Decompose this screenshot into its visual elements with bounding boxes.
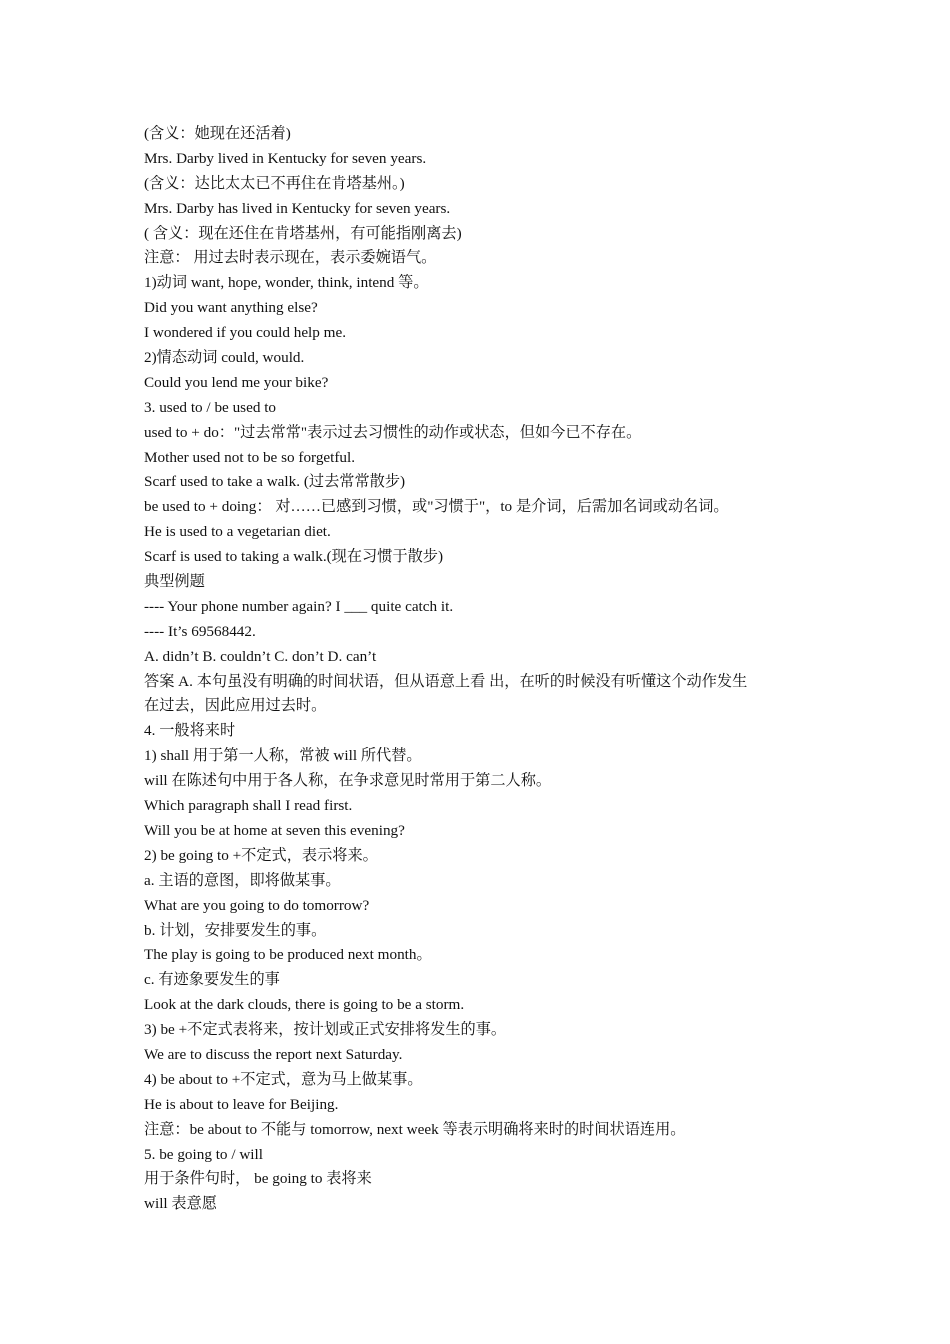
text-line: a. 主语的意图，即将做某事。 (144, 871, 341, 889)
text-line: Did you want anything else? (144, 299, 318, 317)
section-heading: 典型例题 (144, 573, 205, 591)
text-line: will 表意愿 (144, 1195, 217, 1213)
answer-options: A. didn’t B. couldn’t C. don’t D. can’t (144, 647, 377, 665)
text-line: 注意： 用过去时表示现在，表示委婉语气。 (144, 249, 437, 267)
answer-explanation: 答案 A. 本句虽没有明确的时间状语，但从语意上看 出，在听的时候没有听懂这个动作发生 (144, 672, 748, 690)
text-line: 4) be about to +不定式，意为马上做某事。 (144, 1070, 423, 1088)
text-line: Scarf is used to taking a walk.(现在习惯于散步) (144, 548, 444, 566)
text-line: He is about to leave for Beijing. (144, 1095, 339, 1113)
text-line: 2) be going to +不定式，表示将来。 (144, 846, 378, 864)
text-line: be used to + doing： 对……已感到习惯，或"习惯于"，to 是介词，后需加名词或动名词。 (144, 498, 729, 516)
text-line: 3) be +不定式表将来，按计划或正式安排将发生的事。 (144, 1021, 507, 1039)
text-line: 注意：be about to 不能与 tomorrow, next week 等表示明确将来时的时间状语连用。 (144, 1120, 686, 1138)
text-line: The play is going to be produced next month。 (144, 946, 432, 964)
text-line: Which paragraph shall I read first. (144, 797, 353, 815)
text-line: Mrs. Darby has lived in Kentucky for seven years. (144, 199, 451, 217)
text-line: What are you going to do tomorrow? (144, 896, 370, 914)
text-line: used to + do："过去常常"表示过去习惯性的动作或状态，但如今已不存在。 (144, 423, 642, 441)
text-line: I wondered if you could help me. (144, 324, 347, 342)
text-line: ( 含义：现在还住在肯塔基州，有可能指刚离去) (144, 224, 462, 242)
text-line: He is used to a vegetarian diet. (144, 523, 331, 541)
section-heading: 3. used to / be used to (144, 398, 277, 416)
text-line: 1) shall 用于第一人称，常被 will 所代替。 (144, 747, 422, 765)
text-line: b. 计划，安排要发生的事。 (144, 921, 327, 939)
document-body (144, 122, 824, 1217)
text-line: Mother used not to be so forgetful. (144, 448, 356, 466)
text-line: Look at the dark clouds, there is going to be a storm. (144, 996, 465, 1014)
answer-explanation: 在过去，因此应用过去时。 (144, 697, 327, 715)
text-line: ---- It’s 69568442. (144, 622, 256, 640)
text-line: will 在陈述句中用于各人称，在争求意见时常用于第二人称。 (144, 772, 552, 790)
text-line: We are to discuss the report next Saturday. (144, 1045, 403, 1063)
text-line: c. 有迹象要发生的事 (144, 971, 280, 989)
text-line: (含义：她现在还活着) (144, 125, 291, 142)
text-line: Could you lend me your bike? (144, 373, 329, 391)
text-line: 用于条件句时， be going to 表将来 (144, 1170, 372, 1188)
text-line: Scarf used to take a walk. (过去常常散步) (144, 473, 406, 491)
text-line: 2)情态动词 could, would. (144, 349, 305, 367)
text-line: ---- Your phone number again? I ___ quite catch it. (144, 597, 454, 615)
text-line: Mrs. Darby lived in Kentucky for seven years. (144, 149, 427, 167)
text-line: 1)动词 want, hope, wonder, think, intend 等。 (144, 274, 429, 292)
section-heading: 5. be going to / will (144, 1145, 263, 1163)
text-line: Will you be at home at seven this evening? (144, 821, 405, 839)
section-heading: 4. 一般将来时 (144, 722, 236, 740)
text-line: (含义：达比太太已不再住在肯塔基州。) (144, 174, 405, 192)
